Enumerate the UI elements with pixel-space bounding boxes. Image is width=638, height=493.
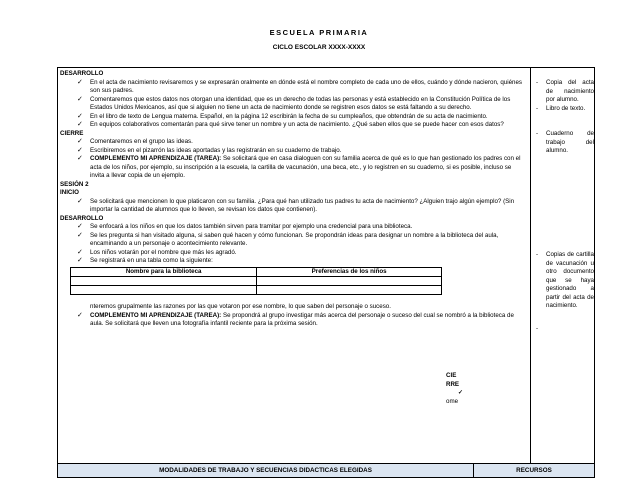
- list-item: ✓ Comentaremos que estos datos nos otorgan una identidad, que es un derecho de todas las personas y está establecido en la Constitución Política de los Estados Unidos Mexicanos, así que si alguien no tiene un acta de nacimiento donde se registren esos datos se está faltando a su derecho.: [77, 95, 511, 111]
- list-item: ✓ Los niños votarán por el nombre que más les agradó.: [77, 248, 237, 256]
- table-cell: [71, 286, 257, 295]
- check-icon: ✓: [77, 121, 83, 128]
- list-item: ✓ Escribiremos en el pizarrón las ideas aportadas y las registrarán en su cuaderno de trabajo.: [77, 146, 342, 154]
- check-icon: ✓: [77, 248, 83, 256]
- list-item: ✓ Se enfocará a los niños en que los datos también sirven para tramitar por ejemplo una credencial para una biblioteca.: [77, 223, 413, 230]
- continuation-text: nteremos grupalmente las razones por las que votaron por ese nombre, lo que saben del personaje o suceso.: [90, 303, 391, 310]
- table-footer: [58, 463, 594, 477]
- check-icon: ✓: [77, 257, 83, 264]
- column-divider: [530, 68, 531, 464]
- inicio-list: [60, 198, 526, 215]
- list-item: [60, 155, 526, 181]
- inicio-heading: INICIO: [60, 189, 79, 196]
- table-cell: [71, 277, 257, 286]
- resources-group-2: [536, 130, 594, 156]
- list-item: ✓ En el acta de nacimiento revisaremos y se expresarán oralmente en dónde está el nombre completo de cada uno de ellos, cuándo y dónde nacieron, quiénes son sus padres.: [77, 78, 523, 94]
- library-table: [70, 267, 442, 296]
- resources-group-3: [536, 251, 594, 311]
- cierre-heading: CIERRE: [60, 129, 84, 137]
- session2-heading: SESIÓN 2: [60, 180, 89, 188]
- lesson-plan-table: DESARROLLO ✓ En el acta de nacimiento revisaremos y se expresarán oralmente en dónde está el nombre completo de cada uno de ellos, cuándo y dónde nacieron, quiénes son sus padres. ✓ Comentaremos que estos datos nos otorgan una identidad, que es un derecho de todas las personas y está establecido en la Constitución Política de los Estados Unidos Mexicanos, así que si alguien no tiene un acta de nacimiento donde se registren esos datos se está faltando a su derecho. ✓ En el libro de texto de Lengua materna. Español, en la página 12 escribirán la fecha de su cumpleaños, que obtendrán de su acta de nacimiento. ✓ En equipos colaborativos comentarán para qué sirve tener un nombre y un acta de nacimiento. ¿Qué saben ellos que se puede hacer con esos datos? CIERRE ✓ Comentaremos en el grupo las ideas. ✓ Escribiremos en el pizarrón las ideas aportadas y las registrarán en su cuaderno de trabajo. ✓ COMPLEMENTO MI APRENDIZAJE (TAREA): Se solicitará que en casa dialoguen con su familia acerca de qué es lo que han gestionado los padres con el acta de los niños, por ejemplo, su inscripción a la escuela, la cartilla de vacunación, una beca, etc., y lo registren en su cuaderno, si es posible, incluso se invita a llevar copia de un ejemplo. SESIÓN 2 INICIO ✓ Se solicitará que mencionen lo que platicaron con su familia. ¿Para qué han utilizado tus padres tu acta de nacimiento? ¿Alguien trajo algún ejemplo? (Sin importar la cantidad de alumnos que lo lleven, se revisan los datos que contienen). DESARROLLO ✓ Se enfocará a los niños en que los datos también sirven para tramitar por ejemplo una credencial para una biblioteca. ✓ Se les pregunta si han visitado alguna, si saben qué hacen y cómo funcionan. Se propondrán ideas para designar un nombre a la biblioteca del aula, encaminando a un personaje o acontecimiento relevante. ✓ Los niños votarán por el nombre que más les agradó. ✓ Se registrará en una tabla como la siguiente: Nombre para la biblioteca Preferencias de los niños nteremos grupalmente las razones por las que votaron por ese nombre, lo que saben del personaje o suceso. ✓ COMPLEMENTO MI APRENDIZAJE (TAREA): Se propondrá al grupo investigar más acerca del personaje o suceso del cual se nombró a la biblioteca de aula. Se solicitará que lleven una fotografía infantil reciente para la próxima sesión. CIE RRE ✓ ome - Copia del acta de nacimiento por alumno. - Libro de texto. - Cuaderno de trabajo del alumno. - Copias de cartilla de vacunación u otro documento que se haya gestionado a partir del acta de nacimiento. - MODALIDADES DE TRABAJO Y SECUENCIAS DIDACTICAS ELEGIDAS RECURSOS: [57, 67, 595, 478]
- task-label: COMPLEMENTO MI APRENDIZAJE (TAREA):: [90, 311, 222, 319]
- school-title: ESCUELA PRIMARIA: [269, 28, 369, 37]
- footer-activities-label: MODALIDADES DE TRABAJO Y SECUENCIAS DIDACTICAS ELEGIDAS: [159, 467, 372, 474]
- check-icon: ✓: [77, 138, 83, 145]
- table-cell: [257, 277, 442, 286]
- list-item: ✓ Se solicitará que mencionen lo que platicaron con su familia. ¿Para qué han utilizado tus padres tu acta de nacimiento? ¿Alguien trajo algún ejemplo? (Sin importar la cantidad de alumnos que lo lleven, se revisan los datos que contienen).: [77, 197, 515, 213]
- resource-item: - Cuaderno de trabajo del alumno.: [536, 130, 594, 154]
- school-cycle: CICLO ESCOLAR XXXX-XXXX: [272, 44, 366, 51]
- task2-list: [60, 312, 526, 329]
- activities-column: [60, 70, 526, 329]
- cierre-list: [60, 138, 526, 181]
- list-item: ✓ Se registrará en una tabla como la siguiente:: [77, 257, 213, 264]
- task-text: Se propondrá al grupo investigar más acerca del personaje o suceso del cual se nombró a la biblioteca de aula. Se solicitará que lleven una fotografía infantil reciente para la próxima sesión.: [90, 311, 514, 327]
- preferences-header: Preferencias de los niños: [257, 267, 442, 277]
- desarrollo2-heading: DESARROLLO: [60, 214, 104, 222]
- list-item: ✓ En equipos colaborativos comentarán para qué sirve tener un nombre y un acta de nacimiento. ¿Qué saben ellos que se puede hacer con esos datos?: [77, 121, 504, 128]
- library-name-header: Nombre para la biblioteca: [71, 267, 257, 277]
- check-icon: ✓: [77, 95, 83, 103]
- table-cell: [257, 286, 442, 295]
- footer-resources-label: RECURSOS: [473, 464, 594, 477]
- resource-item: - Copia del acta de nacimiento por alumno.: [536, 79, 594, 103]
- check-icon: ✓: [77, 231, 83, 239]
- check-icon: ✓: [77, 146, 83, 154]
- list-item: ✓ Se les pregunta si han visitado alguna, si saben qué hacen y cómo funcionan. Se propondrán ideas para designar un nombre a la biblioteca del aula, encaminando a un personaje o acontecimiento relevante.: [77, 231, 499, 247]
- list-item: [60, 312, 526, 329]
- list-item: ✓ En el libro de texto de Lengua materna. Español, en la página 12 escribirán la fecha de su cumpleaños, que obtendrán de su acta de nacimiento.: [77, 112, 488, 120]
- check-icon: ✓: [77, 78, 83, 86]
- desarrollo-heading: DESARROLLO: [60, 70, 104, 77]
- check-icon: ✓: [77, 311, 83, 319]
- list-item: ✓ Comentaremos en el grupo las ideas.: [77, 138, 193, 145]
- overflow-fragment: CIE RRE ✓ ome: [446, 372, 464, 405]
- resource-item: - Libro de texto.: [536, 104, 586, 112]
- resources-group-1: [536, 79, 594, 113]
- check-icon: ✓: [77, 155, 83, 162]
- check-icon: ✓: [77, 197, 83, 205]
- desarrollo2-list: [60, 223, 526, 266]
- task-label: COMPLEMENTO MI APRENDIZAJE (TAREA):: [90, 155, 222, 162]
- check-icon: ✓: [77, 223, 83, 230]
- desarrollo-list: [60, 79, 526, 130]
- resource-item: - Copias de cartilla de vacunación u otro documento que se haya gestionado a partir del acta de nacimiento.: [536, 251, 594, 309]
- check-icon: ✓: [77, 112, 83, 120]
- check-icon: ✓: [458, 389, 464, 396]
- task-text: Se solicitará que en casa dialoguen con su familia acerca de qué es lo que han gestionado los padres con el acta de los niños, por ejemplo, su inscripción a la escuela, la cartilla de vacunación, una beca, etc., y lo registren en su cuaderno, si es posible, incluso se invita a llevar copia de un ejemplo.: [90, 155, 521, 179]
